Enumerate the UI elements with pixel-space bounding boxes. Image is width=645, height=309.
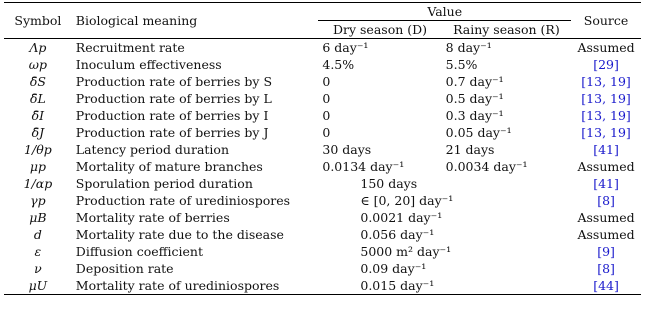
- table-row: [4, 107, 641, 124]
- cell-source: Assumed: [577, 227, 635, 242]
- table-row: [4, 175, 641, 192]
- cell-value-dry: 6 day⁻¹: [322, 40, 369, 55]
- cell-value-rainy: 0.5 day⁻¹: [445, 91, 504, 106]
- cell-source: [13, 19]: [581, 125, 631, 140]
- cell-symbol: ε: [34, 244, 42, 259]
- table-row: [4, 124, 641, 141]
- cell-symbol: ωp: [28, 57, 47, 72]
- table-row: [4, 158, 641, 175]
- cell-value-both: 0.0021 day⁻¹: [360, 210, 443, 225]
- cell-value-dry: 4.5%: [322, 57, 355, 72]
- cell-symbol: δ̄S: [29, 74, 46, 89]
- cell-value-both: 5000 m² day⁻¹: [360, 244, 452, 259]
- cell-meaning: Sporulation period duration: [75, 176, 253, 191]
- cell-meaning: Production rate of berries by J: [75, 125, 269, 140]
- cell-symbol: d: [33, 227, 42, 242]
- header-meaning: Biological meaning: [75, 13, 198, 28]
- cell-source: [41]: [593, 176, 619, 191]
- table-body: [4, 39, 641, 295]
- cell-symbol: μB: [29, 210, 47, 225]
- header-row: [4, 3, 641, 21]
- cell-source: Assumed: [577, 40, 635, 55]
- cell-symbol: ν: [34, 261, 42, 276]
- header-symbol: Symbol: [14, 13, 62, 28]
- cell-source: [13, 19]: [581, 91, 631, 106]
- cell-value-both: 150 days: [360, 176, 418, 191]
- cell-source: [44]: [593, 278, 619, 293]
- table-row: [4, 73, 641, 90]
- cell-source: Assumed: [577, 210, 635, 225]
- cell-source: Assumed: [577, 159, 635, 174]
- cell-symbol: μU: [28, 278, 48, 293]
- cell-meaning: Diffusion coefficient: [75, 244, 203, 259]
- table-row: [4, 192, 641, 209]
- cell-meaning: Production rate of berries by I: [75, 108, 269, 123]
- header-source: Source: [583, 13, 629, 28]
- cell-meaning: Production rate of urediniospores: [75, 193, 291, 208]
- cell-value-dry: 0.0134 day⁻¹: [322, 159, 405, 174]
- cell-value-both: ∈ [0, 20] day⁻¹: [360, 193, 454, 208]
- cell-value-dry: 0: [322, 74, 331, 89]
- cell-source: [13, 19]: [581, 108, 631, 123]
- header-rainy: Rainy season (R): [442, 21, 571, 39]
- cell-value-dry: 0: [322, 91, 331, 106]
- table-row: [4, 56, 641, 73]
- table-row: [4, 226, 641, 243]
- table-row: [4, 90, 641, 107]
- cell-meaning: Mortality rate of urediniospores: [75, 278, 280, 293]
- cell-meaning: Production rate of berries by S: [75, 74, 273, 89]
- cell-value-both: 0.09 day⁻¹: [360, 261, 427, 276]
- cell-source: [8]: [597, 261, 615, 276]
- cell-value-both: 0.015 day⁻¹: [360, 278, 435, 293]
- cell-meaning: Production rate of berries by L: [75, 91, 272, 106]
- cell-source: [9]: [597, 244, 615, 259]
- table-row: [4, 277, 641, 295]
- cell-symbol: Λp: [29, 40, 47, 55]
- parameter-table: [4, 2, 641, 295]
- cell-source: [41]: [593, 142, 619, 157]
- cell-symbol: δ̄I: [31, 108, 45, 123]
- cell-value-rainy: 8 day⁻¹: [445, 40, 492, 55]
- cell-meaning: Mortality rate due to the disease: [75, 227, 284, 242]
- cell-source: [8]: [597, 193, 615, 208]
- cell-meaning: Recruitment rate: [75, 40, 185, 55]
- cell-value-rainy: 0.05 day⁻¹: [445, 125, 512, 140]
- cell-value-rainy: 0.3 day⁻¹: [445, 108, 504, 123]
- cell-value-rainy: 0.0034 day⁻¹: [445, 159, 528, 174]
- cell-symbol: 1/θp: [24, 142, 52, 157]
- cell-value-dry: 30 days: [322, 142, 372, 157]
- cell-symbol: μp: [29, 159, 46, 174]
- header-value: Value: [427, 4, 463, 19]
- cell-source: [29]: [593, 57, 619, 72]
- cell-value-dry: 0: [322, 125, 331, 140]
- cell-value-rainy: 21 days: [445, 142, 495, 157]
- header-dry: Dry season (D): [318, 21, 441, 39]
- table-row: [4, 39, 641, 57]
- table-row: [4, 260, 641, 277]
- cell-meaning: Inoculum effectiveness: [75, 57, 222, 72]
- cell-value-rainy: 5.5%: [445, 57, 478, 72]
- table-row: [4, 141, 641, 158]
- cell-meaning: Mortality rate of berries: [75, 210, 230, 225]
- cell-value-rainy: 0.7 day⁻¹: [445, 74, 504, 89]
- cell-symbol: δ̄L: [29, 91, 46, 106]
- table-row: [4, 243, 641, 260]
- cell-value-dry: 0: [322, 108, 331, 123]
- cell-symbol: 1/αp: [23, 176, 53, 191]
- cell-value-both: 0.056 day⁻¹: [360, 227, 435, 242]
- cell-symbol: γp: [30, 193, 46, 208]
- table-row: [4, 209, 641, 226]
- cell-meaning: Latency period duration: [75, 142, 230, 157]
- cell-meaning: Mortality of mature branches: [75, 159, 263, 174]
- cell-symbol: δ̄J: [31, 125, 45, 140]
- cell-meaning: Deposition rate: [75, 261, 174, 276]
- cell-source: [13, 19]: [581, 74, 631, 89]
